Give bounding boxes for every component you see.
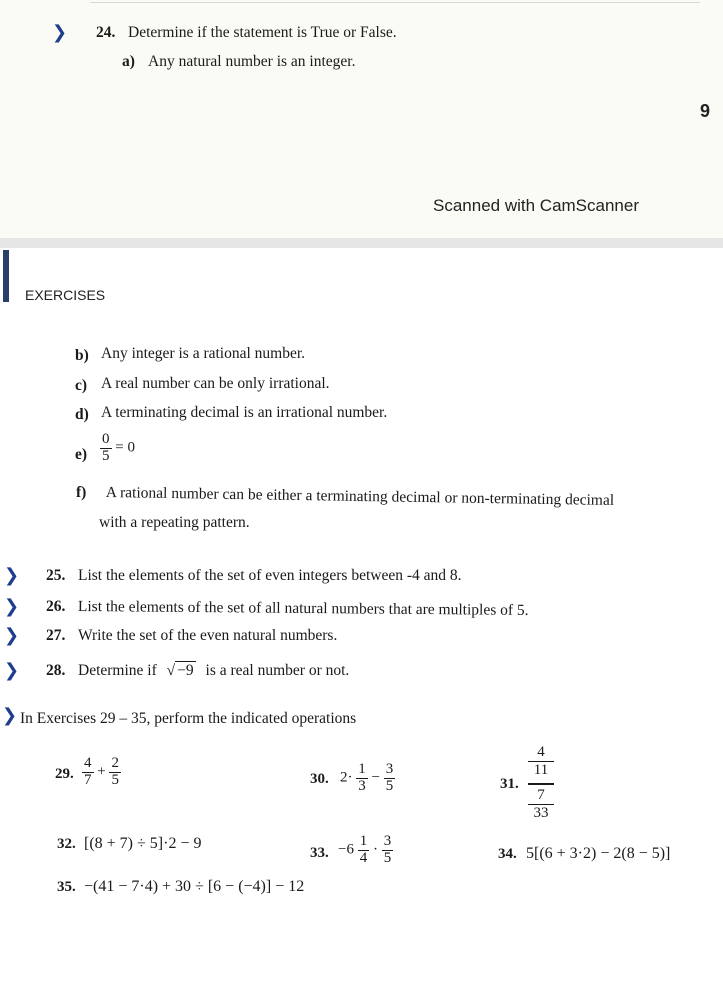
question-text (78, 662, 349, 680)
radical-sign: √ (166, 662, 176, 679)
q24a-label: a) (122, 53, 135, 70)
statement-text: A terminating decimal is an irrational number. (101, 404, 388, 421)
fraction: $\frac{4}{7}$ (84, 755, 92, 788)
statement-label: b) (75, 347, 89, 364)
exercise-number: 34. (498, 846, 517, 862)
question-text: List the elements of the set of all natural numbers that are multiples of 5. (77, 598, 529, 619)
exercise-number: 31. (500, 776, 519, 792)
statement-label: d) (75, 406, 89, 423)
question-number: 26. (46, 598, 66, 615)
q24-text: Determine if the statement is True or False. (128, 24, 397, 41)
statement-label: e) (75, 446, 88, 463)
statement-label: c) (75, 377, 88, 394)
page-gap (0, 238, 723, 248)
exercise-34-expression: 5[(6 + 3·2) − 2(8 − 5)] (526, 845, 671, 862)
chevron-right-icon: ❯ (4, 565, 20, 586)
q28-post: is a real number or not. (205, 662, 350, 679)
exercise-30-expression: 2· $\frac{1}{3}$ − $\frac{3}{5}$ (340, 761, 394, 794)
fraction: $\frac{2}{5}$ (111, 755, 119, 788)
question-number: 28. (46, 662, 66, 679)
statement-e-rest: = 0 (115, 439, 135, 456)
radicand: −9 (177, 662, 194, 679)
section-side-bar (3, 250, 9, 302)
statement-e-expression (100, 432, 135, 465)
fraction: $\frac{3}{5}$ (383, 833, 392, 866)
fraction: $\frac{1}{4}$ (359, 833, 368, 866)
exercise-number: 35. (57, 879, 76, 895)
q28-pre: Determine if (78, 662, 157, 679)
exercise-number: 29. (55, 766, 74, 782)
fraction: $\frac{1}{3}$ (358, 761, 366, 794)
section-title: EXERCISES (25, 287, 106, 303)
fraction: $\frac{3}{5}$ (385, 761, 394, 794)
exercise-31-complex-fraction: 4 11 7 33 (528, 744, 554, 822)
instructions-text: In Exercises 29 – 35, perform the indicated operations (20, 710, 357, 727)
exercise-33-expression: −6 $\frac{1}{4}$ · $\frac{3}{5}$ (338, 833, 392, 866)
chevron-right-icon: ❯ (4, 660, 20, 681)
statement-text: A real number can be only irrational. (101, 375, 330, 392)
q24-number: 24. (96, 24, 116, 41)
top-rule (90, 2, 700, 3)
page-number: 9 (700, 101, 711, 121)
chevron-right-icon: ❯ (4, 596, 20, 617)
chevron-right-icon: ❯ (4, 625, 20, 646)
statement-label: f) (76, 484, 87, 501)
exercise-32-expression: [(8 + 7) ÷ 5]·2 − 9 (84, 835, 202, 852)
q24a-text: Any natural number is an integer. (148, 53, 356, 70)
scanner-credit: Scanned with CamScanner (433, 196, 640, 215)
exercise-number: 32. (57, 836, 76, 852)
exercise-number: 33. (310, 845, 329, 861)
question-text: List the elements of the set of even integers between -4 and 8. (78, 567, 462, 584)
statement-text: Any integer is a rational number. (101, 345, 306, 362)
chevron-right-icon: ❯ (2, 705, 18, 726)
exercise-35-expression: −(41 − 7·4) + 30 ÷ [6 − (−4)] − 12 (84, 878, 305, 895)
question-text: Write the set of the even natural numbers. (78, 627, 338, 644)
exercise-number: 30. (310, 771, 329, 787)
statement-f-line2: with a repeating pattern. (99, 514, 250, 531)
statement-f-line1: A rational number can be either a terminating decimal or non-terminating decimal (105, 484, 615, 509)
fraction: $\frac{0}{5}$ (102, 431, 110, 464)
chevron-right-icon: ❯ (52, 22, 68, 43)
question-number: 27. (46, 627, 66, 644)
exercise-29-expression: $\frac{4}{7}$ + $\frac{2}{5}$ (84, 755, 119, 788)
question-number: 25. (46, 567, 66, 584)
